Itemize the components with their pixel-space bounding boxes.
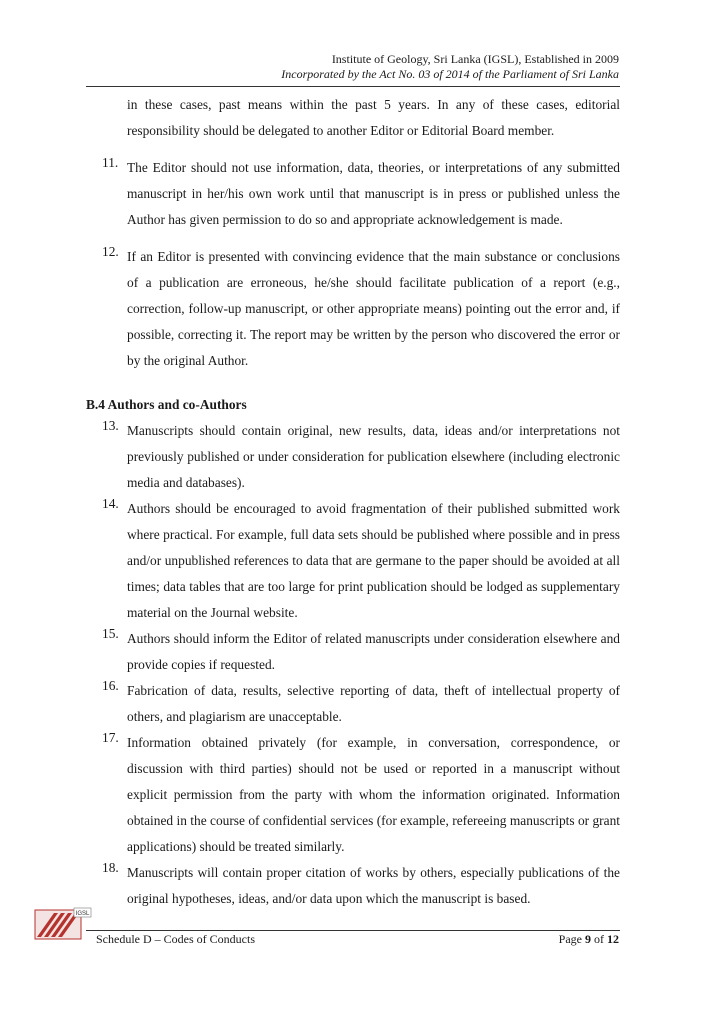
item-text: Fabrication of data, results, selective reporting of data, theft of intellectual property of others, and plagiarism are unacceptable. xyxy=(127,683,620,724)
page-header xyxy=(99,52,619,82)
item-number: 12. xyxy=(102,244,119,259)
item-text: Information obtained privately (for example, in conversation, correspondence, or discussion with third parties) should not be used or reported in a manuscript without explicit permission from the party with whom the information originated. Information obtained in the course of confidential services (for example, refereeing manuscripts or grant applications) should be treated similarly. xyxy=(127,735,620,854)
item-number: 17. xyxy=(102,730,119,745)
item-text: If an Editor is presented with convincing evidence that the main substance or conclusions of a publication are erroneous, he/she should facilitate publication of a report (e.g., correction, follow-up manuscript, or other appropriate means) pointing out the error and, if possible, correcting it. The report may be written by the person who discovered the error or by the original Author. xyxy=(127,249,620,368)
item-number: 11. xyxy=(102,155,119,170)
item-number: 15. xyxy=(102,626,119,641)
igsl-logo xyxy=(34,907,92,941)
list-item-13 xyxy=(86,418,620,496)
header-incorporation: Incorporated by the Act No. 03 of 2014 of the Parliament of Sri Lanka xyxy=(281,67,619,81)
item-text: The Editor should not use information, data, theories, or interpretations of any submitted manuscript in her/his own work until that manuscript is in press or published unless the Author has given permission to do so and appropriate acknowledgement is made. xyxy=(127,160,620,227)
page-current: 9 xyxy=(585,932,591,946)
list-item-14 xyxy=(86,496,620,626)
list-item-15 xyxy=(86,626,620,678)
header-institute: Institute of Geology, Sri Lanka (IGSL), Established in 2009 xyxy=(331,52,619,66)
item-number: 18. xyxy=(102,860,119,875)
list-item-17 xyxy=(86,730,620,860)
page-number xyxy=(559,932,619,947)
list-item-16 xyxy=(86,678,620,730)
item-text: Authors should be encouraged to avoid fragmentation of their published submitted work where practical. For example, full data sets should be published where possible and in press and/or unpublished references to data that are germane to the paper should be avoided at all times; data tables that are too large for print publication should be lodged as supplementary material on the Journal website. xyxy=(127,501,620,620)
section-heading: B.4 Authors and co-Authors xyxy=(86,397,247,412)
page-total: 12 xyxy=(607,932,619,946)
footer-rule xyxy=(86,930,620,931)
page-of: of xyxy=(594,932,604,946)
continuation-paragraph: in these cases, past means within the past 5 years. In any of these cases, editorial responsibility should be delegated to another Editor or Editorial Board member. xyxy=(127,97,620,138)
list-item-18 xyxy=(86,860,620,912)
item-text: Authors should inform the Editor of related manuscripts under consideration elsewhere and provide copies if requested. xyxy=(127,631,620,672)
list-item-11 xyxy=(86,155,620,233)
item-text: Manuscripts should contain original, new results, data, ideas and/or interpretations not previously published or under consideration for publication elsewhere (including electronic media and databases). xyxy=(127,423,620,490)
item-number: 16. xyxy=(102,678,119,693)
item-number: 14. xyxy=(102,496,119,511)
item-text: Manuscripts will contain proper citation of works by others, especially publications of the original hypotheses, ideas, and/or data upon which the manuscript is based. xyxy=(127,865,620,906)
list-item-12 xyxy=(86,244,620,374)
header-rule xyxy=(86,86,620,87)
logo-lettering: IGSL xyxy=(75,911,90,917)
item-number: 13. xyxy=(102,418,119,433)
page-label: Page xyxy=(558,932,582,946)
footer-schedule: Schedule D – Codes of Conducts xyxy=(96,932,255,946)
document-body xyxy=(86,92,620,912)
